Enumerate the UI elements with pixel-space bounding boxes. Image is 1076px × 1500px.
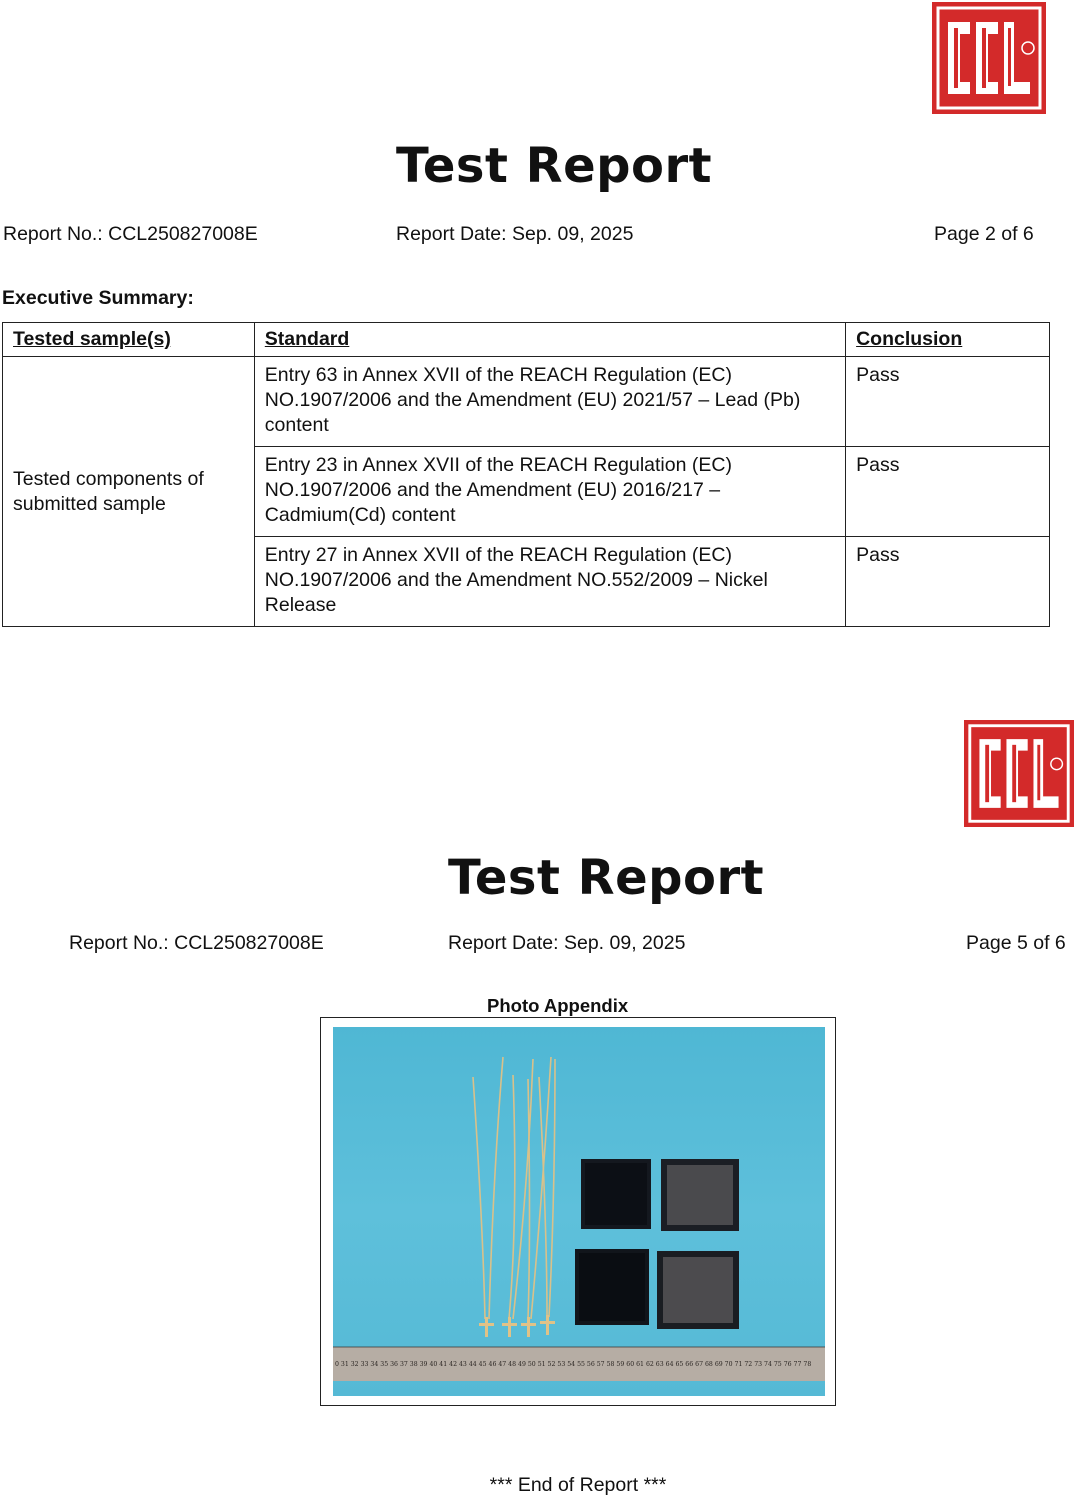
page2-page-number: Page 5 of 6 xyxy=(966,932,1066,954)
end-of-report: *** End of Report *** xyxy=(489,1474,667,1496)
executive-summary-table xyxy=(2,322,1050,627)
conclusion-cell: Pass xyxy=(846,537,1050,627)
page2-report-number: Report No.: CCL250827008E xyxy=(69,932,324,954)
table-header-row xyxy=(3,323,1050,357)
ccl-logo xyxy=(964,720,1074,827)
sample-photo xyxy=(333,1027,825,1396)
sample-photo-illustration xyxy=(333,1027,825,1396)
page2-report-date: Report Date: Sep. 09, 2025 xyxy=(448,932,686,954)
conclusion-cell: Pass xyxy=(846,447,1050,537)
table-row xyxy=(3,357,1050,447)
standard-cell: Entry 27 in Annex XVII of the REACH Regulation (EC) NO.1907/2006 and the Amendment NO.552/2009 – Nickel Release xyxy=(254,537,845,627)
tested-components-cell: Tested components of submitted sample xyxy=(3,357,255,627)
photo-frame xyxy=(320,1017,836,1406)
standard-cell: Entry 63 in Annex XVII of the REACH Regulation (EC) NO.1907/2006 and the Amendment (EU) 2021/57 – Lead (Pb) content xyxy=(254,357,845,447)
page1-page-number: Page 2 of 6 xyxy=(934,223,1034,245)
ccl-logo xyxy=(932,2,1046,114)
header-conclusion: Conclusion xyxy=(846,323,1050,357)
standard-cell: Entry 23 in Annex XVII of the REACH Regulation (EC) NO.1907/2006 and the Amendment (EU) 2016/217 – Cadmium(Cd) content xyxy=(254,447,845,537)
page2-title: Test Report xyxy=(448,850,765,906)
header-standard: Standard xyxy=(254,323,845,357)
conclusion-cell: Pass xyxy=(846,357,1050,447)
page1-title: Test Report xyxy=(396,138,713,194)
header-tested-samples: Tested sample(s) xyxy=(3,323,255,357)
ruler-numbers: 0 31 32 33 34 35 36 37 38 39 40 41 42 43 44 45 46 47 48 49 50 51 52 53 54 55 56 57 58 59 60 61 62 63 64 65 66 67 68 69 70 71 72 73 74 75 76 77 78 xyxy=(335,1361,812,1368)
executive-summary-heading: Executive Summary: xyxy=(2,287,194,309)
photo-appendix-heading: Photo Appendix xyxy=(487,995,629,1016)
page1-report-date: Report Date: Sep. 09, 2025 xyxy=(396,223,634,245)
page1-report-number: Report No.: CCL250827008E xyxy=(3,223,258,245)
